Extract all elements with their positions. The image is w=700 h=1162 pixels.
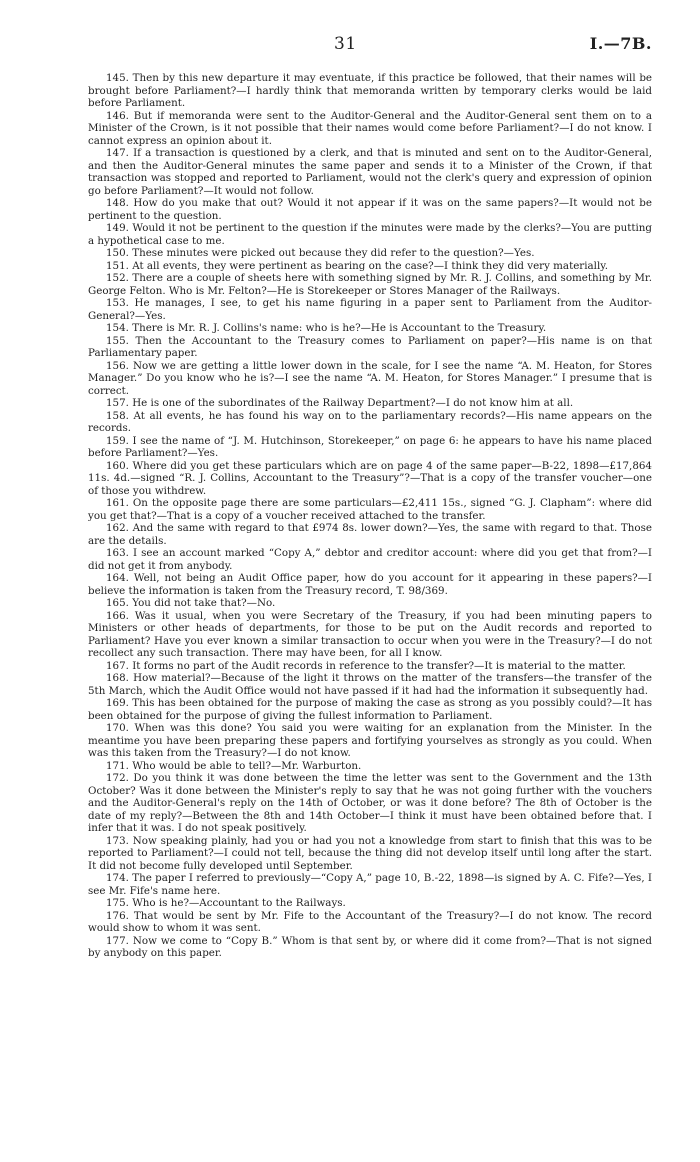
question-answer-paragraph: 150. These minutes were picked out because they did refer to the question?—Yes. — [106, 247, 535, 259]
question-answer-paragraph: 154. There is Mr. R. J. Collins's name: who is he?—He is Accountant to the Treasury. — [106, 322, 547, 334]
page-number: 31 — [334, 34, 357, 54]
question-answer-paragraph: 145. Then by this new departure it may eventuate, if this practice be followed, that their names will be brought before Parliament?—I hardly think that memoranda written by temporary clerks would be laid before Parliament. — [88, 72, 652, 109]
question-answer-paragraph: 176. That would be sent by Mr. Fife to the Accountant of the Treasury?—I do not know. The record would show to whom it was sent. — [88, 909, 652, 934]
question-answer-paragraph: 156. Now we are getting a little lower down in the scale, for I see the name “A. M. Heaton, for Stores Manager.” Do you know who he is?—I see the name “A. M. Heaton, for Stores Manager.” I presume that is correct. — [88, 359, 652, 397]
question-answer-paragraph: 163. I see an account marked “Copy A,” debtor and creditor account: where did you get that from?—I did not get it from anybody. — [88, 547, 652, 572]
question-answer-paragraph: 167. It forms no part of the Audit records in reference to the transfer?—It is material to the matter. — [106, 659, 626, 672]
question-answer-paragraph: 152. There are a couple of sheets here with something signed by Mr. R. J. Collins, and something by Mr. George Felton. Who is Mr. Felton?—He is Storekeeper or Stores Manager of the Railways. — [88, 272, 652, 297]
question-answer-paragraph: 172. Do you think it was done between the time the letter was sent to the Government and the 13th October? Was it done between the Minister's reply to say that he was not going further with the vouchers and the Auditor-General's reply on the 14th of October, or was it done before? The 8th of October is the date of my reply?—Between the 8th and 14th October—I think it must have been obtained before that. I infer that it was. I do not speak positively. — [88, 772, 652, 834]
question-answer-paragraph: 158. At all events, he has found his way on to the parliamentary records?—His name appears on the records. — [88, 409, 652, 434]
question-answer-paragraph: 169. This has been obtained for the purpose of making the case as strong as you possibly could?—It has been obtained for the purpose of giving the fullest information to Parliament. — [88, 697, 652, 722]
question-answer-paragraph: 166. Was it usual, when you were Secretary of the Treasury, if you had been minuting papers to Ministers or other heads of departments, for those to be put on the Audit records and reported to Parliament? Have you ever known a similar transaction to occur when you were in the Treasury?—I do not recollect any such transaction. There may have been, for all I know. — [88, 609, 652, 659]
question-answer-paragraph: 160. Where did you get these particulars which are on page 4 of the same paper—B-22, 1898—£17,864 11s. 4d.—signed “R. J. Collins, Accountant to the Treasury”?—That is a copy of the transfer voucher—one of those you withdrew. — [88, 459, 652, 497]
question-answer-paragraph: 147. If a transaction is questioned by a clerk, and that is minuted and sent on to the Auditor-General, and then the Auditor-General minutes the same paper and sends it to a Minister of the Crown, if that transaction was stopped and reported to Parliament, would not the clerk's query and expression of opinion go before Parliament?—It would not follow. — [88, 147, 652, 197]
question-answer-paragraph: 170. When was this done? You said you were waiting for an explanation from the Minister. In the meantime you have been preparing these papers and fortifying yourselves as strongly as you could. When was this taken from the Treasury?—I do not know. — [88, 722, 652, 759]
question-answer-paragraph: 174. The paper I referred to previously—“Copy A,” page 10, B.-22, 1898—is signed by A. C. Fife?—Yes, I see Mr. Fife's name here. — [88, 872, 652, 897]
question-answer-paragraph: 173. Now speaking plainly, had you or had you not a knowledge from start to finish that this was to be reported to Parliament?—I could not tell, because the thing did not develop itself until long after the start. It did not become fully developed until September. — [88, 834, 652, 872]
question-answer-paragraph: 171. Who would be able to tell?—Mr. Warburton. — [106, 759, 362, 772]
question-answer-paragraph: 175. Who is he?—Accountant to the Railways. — [106, 897, 346, 909]
question-answer-paragraph: 151. At all events, they were pertinent as bearing on the case?—I think they did very materially. — [106, 259, 608, 272]
document-reference: I.—7B. — [589, 34, 652, 53]
document-body — [88, 72, 652, 960]
question-answer-paragraph: 164. Well, not being an Audit Office paper, how do you account for it appearing in these papers?—I believe the information is taken from the Treasury record, T. 98/369. — [88, 572, 652, 597]
question-answer-paragraph: 153. He manages, I see, to get his name figuring in a paper sent to Parliament from the Auditor-General?—Yes. — [88, 297, 652, 322]
question-answer-paragraph: 177. Now we come to “Copy B.” Whom is that sent by, or where did it come from?—That is not signed by anybody on this paper. — [88, 934, 652, 959]
question-answer-paragraph: 146. But if memoranda were sent to the Auditor-General and the Auditor-General sent them on to a Minister of the Crown, is it not possible that their names would come before Parliament?—I do not know. I cannot express an opinion about it. — [88, 109, 652, 147]
question-answer-paragraph: 162. And the same with regard to that £974 8s. lower down?—Yes, the same with regard to that. Those are the details. — [88, 522, 652, 547]
page-header — [88, 34, 652, 72]
question-answer-paragraph: 155. Then the Accountant to the Treasury comes to Parliament on paper?—His name is on that Parliamentary paper. — [88, 334, 652, 359]
question-answer-paragraph: 168. How material?—Because of the light it throws on the matter of the transfers—the transfer of the 5th March, which the Audit Office would not have passed if it had had the information it subsequently had. — [88, 672, 652, 697]
question-answer-paragraph: 165. You did not take that?—No. — [106, 597, 276, 609]
question-answer-paragraph: 159. I see the name of “J. M. Hutchinson, Storekeeper,” on page 6: he appears to have his name placed before Parliament?—Yes. — [88, 434, 652, 459]
question-answer-paragraph: 149. Would it not be pertinent to the question if the minutes were made by the clerks?—You are putting a hypothetical case to me. — [88, 222, 652, 247]
question-answer-paragraph: 148. How do you make that out? Would it not appear if it was on the same papers?—It would not be pertinent to the question. — [88, 197, 652, 222]
question-answer-paragraph: 161. On the opposite page there are some particulars—£2,411 15s., signed “G. J. Clapham”: where did you get that?—That is a copy of a voucher received attached to the transfer. — [88, 497, 652, 522]
question-answer-paragraph: 157. He is one of the subordinates of the Railway Department?—I do not know him at all. — [106, 397, 574, 409]
